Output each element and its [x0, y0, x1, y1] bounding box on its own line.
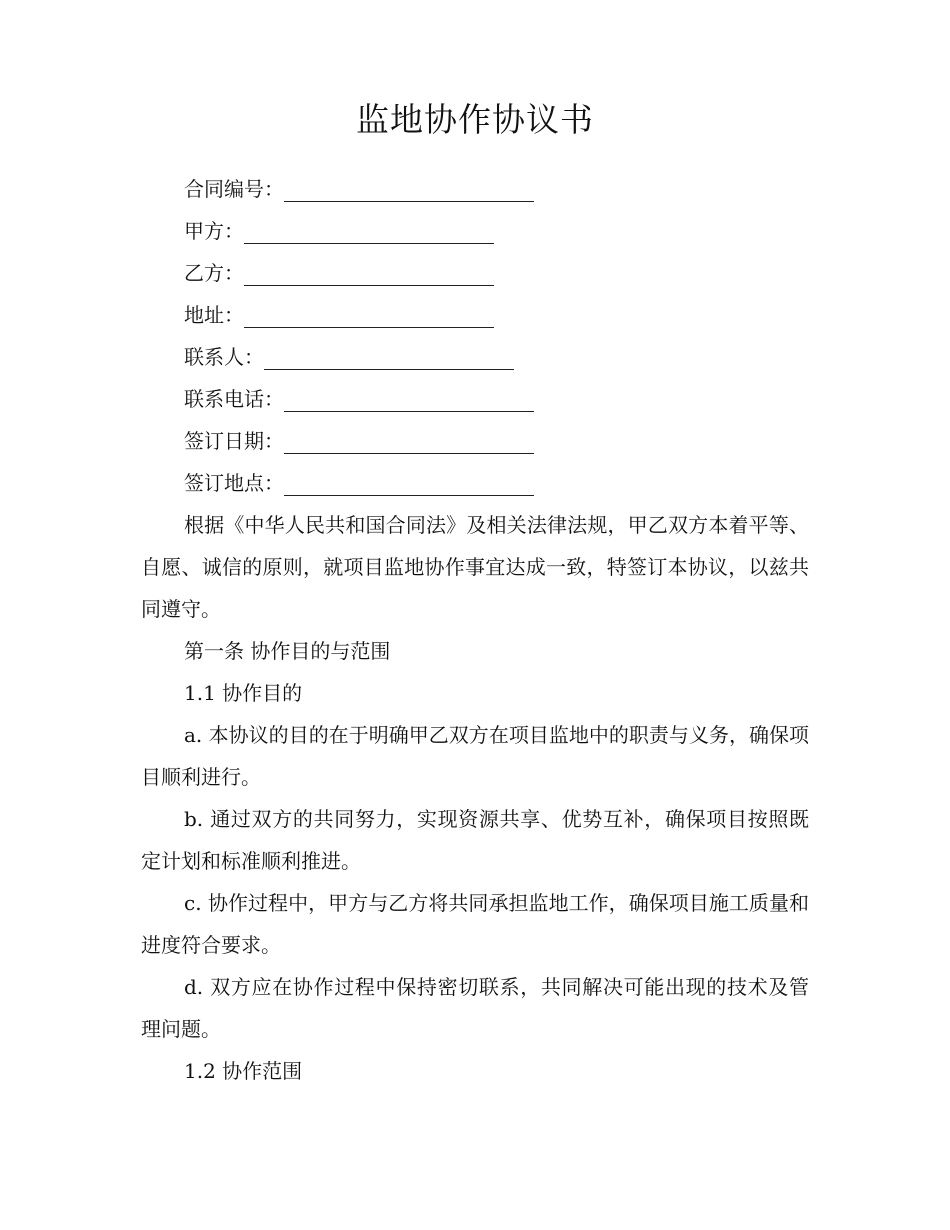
- fill-blank-line: [244, 307, 494, 328]
- fill-blank-line: [284, 475, 534, 496]
- address-field: [141, 294, 809, 336]
- field-label: 地址：: [184, 303, 244, 327]
- fill-blank-line: [284, 433, 534, 454]
- fill-blank-line: [284, 391, 534, 412]
- field-label: 签订日期：: [184, 429, 284, 453]
- list-item: a. 本协议的目的在于明确甲乙双方在项目监地中的职责与义务，确保项目顺利进行。: [141, 723, 809, 789]
- fill-blank-line: [264, 349, 514, 370]
- document-body: [141, 168, 809, 1092]
- party-a-field: [141, 210, 809, 252]
- fill-blank-line: [244, 265, 494, 286]
- contact-phone-field: [141, 378, 809, 420]
- section-1-2-heading: 1.2 协作范围: [184, 1059, 303, 1083]
- article-1-heading: 第一条 协作目的与范围: [184, 639, 391, 663]
- contact-person-field: [141, 336, 809, 378]
- intro-paragraph: 根据《中华人民共和国合同法》及相关法律法规，甲乙双方本着平等、自愿、诚信的原则，就项目监地协作事宜达成一致，特签订本协议，以兹共同遵守。: [141, 513, 809, 621]
- field-label: 合同编号：: [184, 177, 284, 201]
- field-label: 签订地点：: [184, 471, 284, 495]
- contract-number-field: [141, 168, 809, 210]
- list-item: d. 双方应在协作过程中保持密切联系，共同解决可能出现的技术及管理问题。: [141, 975, 809, 1041]
- fill-blank-line: [244, 223, 494, 244]
- signing-date-field: [141, 420, 809, 462]
- document-title: 监地协作协议书: [356, 100, 594, 139]
- fill-blank-line: [284, 181, 534, 202]
- list-item: b. 通过双方的共同努力，实现资源共享、优势互补，确保项目按照既定计划和标准顺利推进。: [141, 807, 809, 873]
- field-label: 联系电话：: [184, 387, 284, 411]
- section-1-1-heading: 1.1 协作目的: [184, 681, 303, 705]
- field-label: 乙方：: [184, 261, 244, 285]
- signing-place-field: [141, 462, 809, 504]
- field-label: 联系人：: [184, 345, 264, 369]
- field-label: 甲方：: [184, 219, 244, 243]
- party-b-field: [141, 252, 809, 294]
- list-item: c. 协作过程中，甲方与乙方将共同承担监地工作，确保项目施工质量和进度符合要求。: [141, 891, 809, 957]
